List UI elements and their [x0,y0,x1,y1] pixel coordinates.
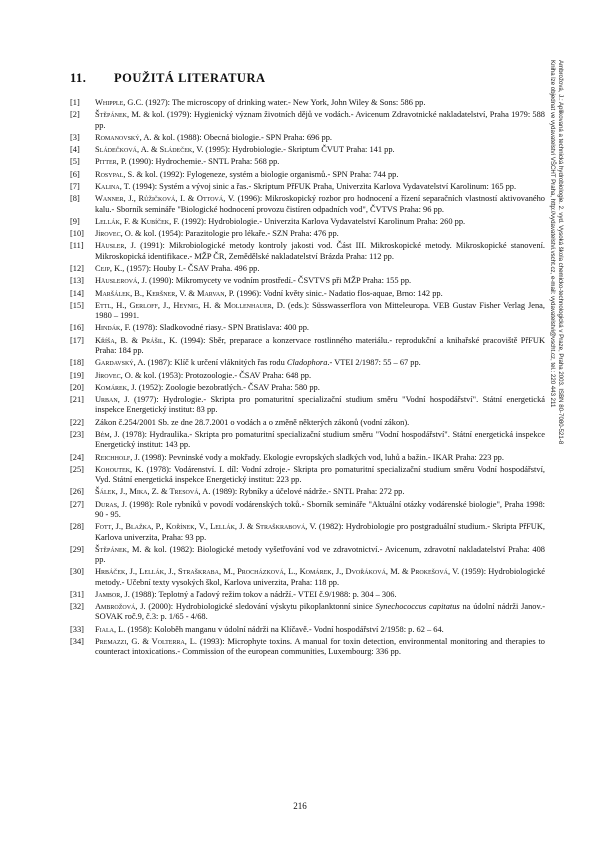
reference-authors: Ettl, H., Gerloff, J., Heynig, H. & Mollenhauer, D. [95,300,285,310]
reference-number: [21] [70,395,84,405]
reference-details: (1994): Sběr, preparace a konzervace rostlinného materiálu.- reprodukční a knihařské pracoviště PřFUK Praha: 184 pp. [95,335,545,355]
reference-authors: Premazzi, G. & Volterra, L. [95,637,197,647]
reference-details: (1995): Hydrobiologie.- Skriptum ČVUT Praha: 141 pp. [203,145,395,155]
side-note-line-1: Ambrožová, J.: Aplikovaná a technická hydrobiologie. 2. vyd. Vysoká škola chemicko-technologická v Praze, Praha 2003. ISBN 80-7080-521-8 [557,60,564,445]
reference-number: [22] [70,417,84,427]
reference-authors: Štěpánek, M. [95,110,141,120]
reference-item [70,336,545,357]
reference-number: [1] [70,98,80,107]
reference-item [70,522,545,543]
reference-authors: Gardavský, A. [95,358,146,368]
reference-number: [26] [70,487,84,497]
reference-details: (1978): Hydraulika.- Skripta pro pomaturitní specializační studium směru "Vodní hospodářství". Státní energetická inspekce Energetický institut: 143 pp. [95,430,545,450]
reference-item [70,182,545,192]
reference-item [70,453,545,463]
reference-number: [33] [70,624,84,634]
reference-item [70,98,545,108]
reference-item [70,157,545,167]
reference-number: [25] [70,464,84,474]
reference-authors: Jírovec, O. [95,229,133,239]
reference-number: [30] [70,567,84,577]
reference-details: (1996): Mikroskopický rozbor pro hodnocení a řízení separačních vlastností aktivovaného kalu.- Sborník semináře "Biologické hodnocení provozu čistíren odpadních vod", ČVTVS Praha: 96 pp. [95,194,545,214]
reference-details: (1996): Vodní květy sinic.- Nadatio flos-aquae, Brno: 142 pp. [234,288,443,298]
reference-number: [34] [70,637,84,647]
page-number: 216 [293,801,307,811]
reference-details: (1990): Hydrochemie.- SNTL Praha: 568 pp. [126,157,280,167]
reference-authors: Cejp, K. [95,264,123,274]
reference-number: [17] [70,335,84,345]
reference-details: (1993): Microphyte toxins. A manual for toxin detection, environmental monitoring and therapies to counteract intoxications.- Commission of the european communities, Luxembourg: 336 pp. [95,637,545,657]
reference-item [70,323,545,333]
reference-details: (eds.): Süsswasserflora von Mitteleuropa. VEB Gustav Fisher Verlag Jena, 1980 – 1991. [95,300,545,321]
reference-number: [16] [70,323,84,333]
reference-details: (1977): Hydrologie.- Skripta pro pomaturitní specializační studium směru "Vodní hospodářství". Státní energetická inspekce Energetický institut: 83 pp. [95,395,545,415]
reference-item [70,430,545,451]
reference-authors: Häusler, J. [95,241,136,251]
reference-item [70,194,545,215]
reference-authors: Fiala, L. [95,624,126,634]
reference-details: & kol. (1992): Fylogeneze, systém a biologie organismů.- SPN Praha: 744 pp. [134,169,399,179]
reference-number: [20] [70,382,84,392]
reference-details: & kol. (1954): Parazitologie pro lékaře.- SZN Praha: 476 pp. [132,229,339,239]
reference-item [70,383,545,393]
reference-authors: Häuslerová, J. [95,276,147,286]
reference-authors: Wanner, J., Růžičková, I. & Ottová, V. [95,194,235,204]
reference-item [70,395,545,416]
reference-authors: Ambrožová, J. [95,602,146,612]
reference-item [70,590,545,600]
reference-details: (1990): Mikromycety ve vodním prostředí.- ČSVTVS při MŽP Praha: 155 pp. [146,276,412,286]
side-note [548,60,564,580]
side-note-line-2: Kniha lze objednat ve vydavatelství VŠCHT Praha, http://vydavatelstvi.vscht.cz, e-mail: vydavatelstvi@vscht.cz, tel.: 220 443 211 [549,60,556,408]
reference-number: [12] [70,264,84,274]
reference-number: [5] [70,157,80,167]
reference-number: [31] [70,589,84,599]
reference-item [70,289,545,299]
reference-item [70,465,545,486]
reference-authors: Sládečková, A. & Sládeček, V. [95,145,204,155]
reference-item [70,371,545,381]
reference-details: Zákon č.254/2001 Sb. ze dne 28.7.2001 o vodách a o změně některých zákonů (vodní zákon). [95,417,410,427]
reference-item [70,602,545,623]
reference-authors: Jírovec, O. [95,370,133,380]
reference-authors: Maršálek, B., Keršner, V. & Marvan, P. [95,288,235,298]
reference-details: (1978): Vodárenství. I. díl: Vodní zdroje.- Skripta pro pomaturitní specializační studium směru Vodní hospodářství, Vyd. Státní energetická inspekce Energetický institut: 223 pp. [95,464,545,485]
reference-item [70,487,545,497]
section-heading [70,71,266,86]
reference-details: & kol. (1982): Biologické metody vyšetřování vod ve zdravotnictví.- Avicenum, zdravotní nakladatelství Praha: 408 pp. [95,544,545,565]
reference-item [70,500,545,521]
reference-item [70,264,545,274]
reference-item [70,276,545,286]
reference-authors: Urban, J. [95,395,130,405]
reference-number: [6] [70,169,80,179]
reference-authors: Romanovský, A. [95,132,152,142]
reference-details: (1952): Zoologie bezobratlých.- ČSAV Praha: 580 pp. [136,382,320,392]
reference-details: (1994): Systém a vývoj sinic a řas.- Skriptum PřFUK Praha, Univerzita Karlova Vydavatelství Karolinum: 165 pp. [130,182,517,192]
reference-number: [18] [70,358,84,368]
reference-authors: Kříša, B. & Prášil, K. [95,335,178,345]
reference-authors: Pitter, P. [95,157,127,167]
reference-authors: Kohoutek, K. [95,464,144,474]
reference-details: (1992): Hydrobiologie.- Univerzita Karlova Vydavatelství Karolinum Praha: 260 pp. [179,216,466,226]
reference-authors: Štěpánek, M. [95,544,142,554]
reference-details: (1991): Mikrobiologické metody kontroly jakosti vod. Část III. Mikroskopické metody. Mikroskopické stanovení. Mikroskopická identifikace.- MŽP ČR, Zemědělské nakladatelství Brázda Praha: 112 pp. [95,241,545,261]
reference-number: [2] [70,110,80,120]
reference-authors: Rosypal, S. [95,169,135,179]
reference-authors: Fott, J., Blažka, P., Kořínek, V., Lellák, J. & Straškrabová, V. [95,522,317,532]
reference-details: & kol. (1979): Hygienický význam životních dějů ve vodách.- Avicenum Zdravotnické nakladatelství, Praha 1979: 588 pp. [95,110,545,130]
reference-number: [4] [70,145,80,155]
reference-details: (1987): Klíč k určení vláknitých řas rodu Cladophora.- VTEI 2/1987: 55 – 67 pp. [145,358,421,368]
reference-number: [3] [70,132,80,142]
section-title: POUŽITÁ LITERATURA [114,71,266,85]
reference-item [70,637,545,658]
reference-number: [8] [70,194,80,204]
section-number: 11. [70,71,87,85]
reference-item [70,358,545,368]
reference-item [70,418,545,428]
reference-number: [7] [70,182,80,192]
reference-details: & kol. (1988): Obecná biologie.- SPN Praha: 696 pp. [151,132,332,142]
reference-number: [15] [70,300,84,310]
reference-item [70,170,545,180]
reference-details: (1959): Hydrobiologické metody.- Učební texty vysokých škol, Karlova univerzita, Praha: 118 pp. [95,567,545,587]
reference-authors: Reichholf, J. [95,452,140,462]
reference-number: [11] [70,241,84,251]
reference-details: (1958): Koloběh manganu v údolní nádrži na Klíčavě.- Vodní hospodářství 2/1958: p. 62 – 64. [125,624,444,634]
reference-authors: Bém, J. [95,430,120,440]
reference-details: , (1957): Houby I.- ČSAV Praha. 496 pp. [122,264,260,274]
reference-details: (1998): Role rybníků v povodí vodárenských toků.- Sborník semináře "Aktuální otázky vodárenské biologie", Praha 1998: 90 - 95. [95,499,545,519]
reference-number: [32] [70,602,84,612]
reference-item [70,567,545,588]
reference-item [70,110,545,131]
reference-authors: Kalina, T. [95,182,131,192]
reference-number: [14] [70,288,84,298]
reference-number: [10] [70,229,84,239]
reference-number: [24] [70,452,84,462]
reference-number: [29] [70,544,84,554]
reference-item [70,133,545,143]
reference-authors: Šálek, J., Mika, Z. & Tresová, A. [95,487,211,497]
reference-item [70,301,545,322]
reference-item [70,217,545,227]
reference-details: (1927): The microscopy of drinking water.- New York, John Wiley & Sons: 586 pp. [143,98,426,107]
reference-authors: Whipple, G.C. [95,98,144,107]
reference-item [70,229,545,239]
reference-authors: Hindák, F. [95,323,131,333]
reference-list [70,98,545,660]
reference-details: (1988): Teplotný a ľadový režim tokov a nádrží.- VTEI č.9/1988: p. 304 – 306. [129,589,397,599]
reference-authors: Komárek, J. [95,382,137,392]
reference-number: [9] [70,216,80,226]
reference-number: [19] [70,370,84,380]
reference-authors: Jambor, J. [95,589,130,599]
reference-number: [27] [70,499,84,509]
reference-number: [23] [70,430,84,440]
reference-authors: Lellák, F. & Kubíček, F. [95,216,180,226]
reference-item [70,241,545,262]
reference-details: (1982): Hydrobiologie pro postgraduální studium.- Skripta PřFUK, Karlova univerzita, Praha: 93 pp. [95,522,545,542]
reference-details: (2000): Hydrobiologické sledování výskytu pikoplanktonní sinice Synechococcus capitatus na údolní nádrži Janov.- SOVAK roč.9, č.3: p. 1/65 - 4/68. [95,602,545,622]
reference-details: & kol. (1953): Protozoologie.- ČSAV Praha: 648 pp. [132,370,312,380]
reference-item [70,145,545,155]
reference-item [70,625,545,635]
reference-number: [28] [70,522,84,532]
reference-details: (1978): Sladkovodné riasy.- SPN Bratislava: 400 pp. [130,323,309,333]
reference-item [70,545,545,566]
reference-number: [13] [70,276,84,286]
reference-details: (1989): Rybníky a účelové nádrže.- SNTL Praha: 272 pp. [210,487,405,497]
reference-details: (1998): Pevninské vody a mokřady. Ekologie evropských sladkých vod, luhů a bažin.- IKAR Praha: 223 pp. [139,452,504,462]
reference-authors: Duras, J. [95,499,127,509]
reference-authors: Hrbáček, J., Lellák, J., Straškraba, M., Procházková, L., Komárek, J., Dvořáková, M. & Prokešová, V. [95,567,460,577]
